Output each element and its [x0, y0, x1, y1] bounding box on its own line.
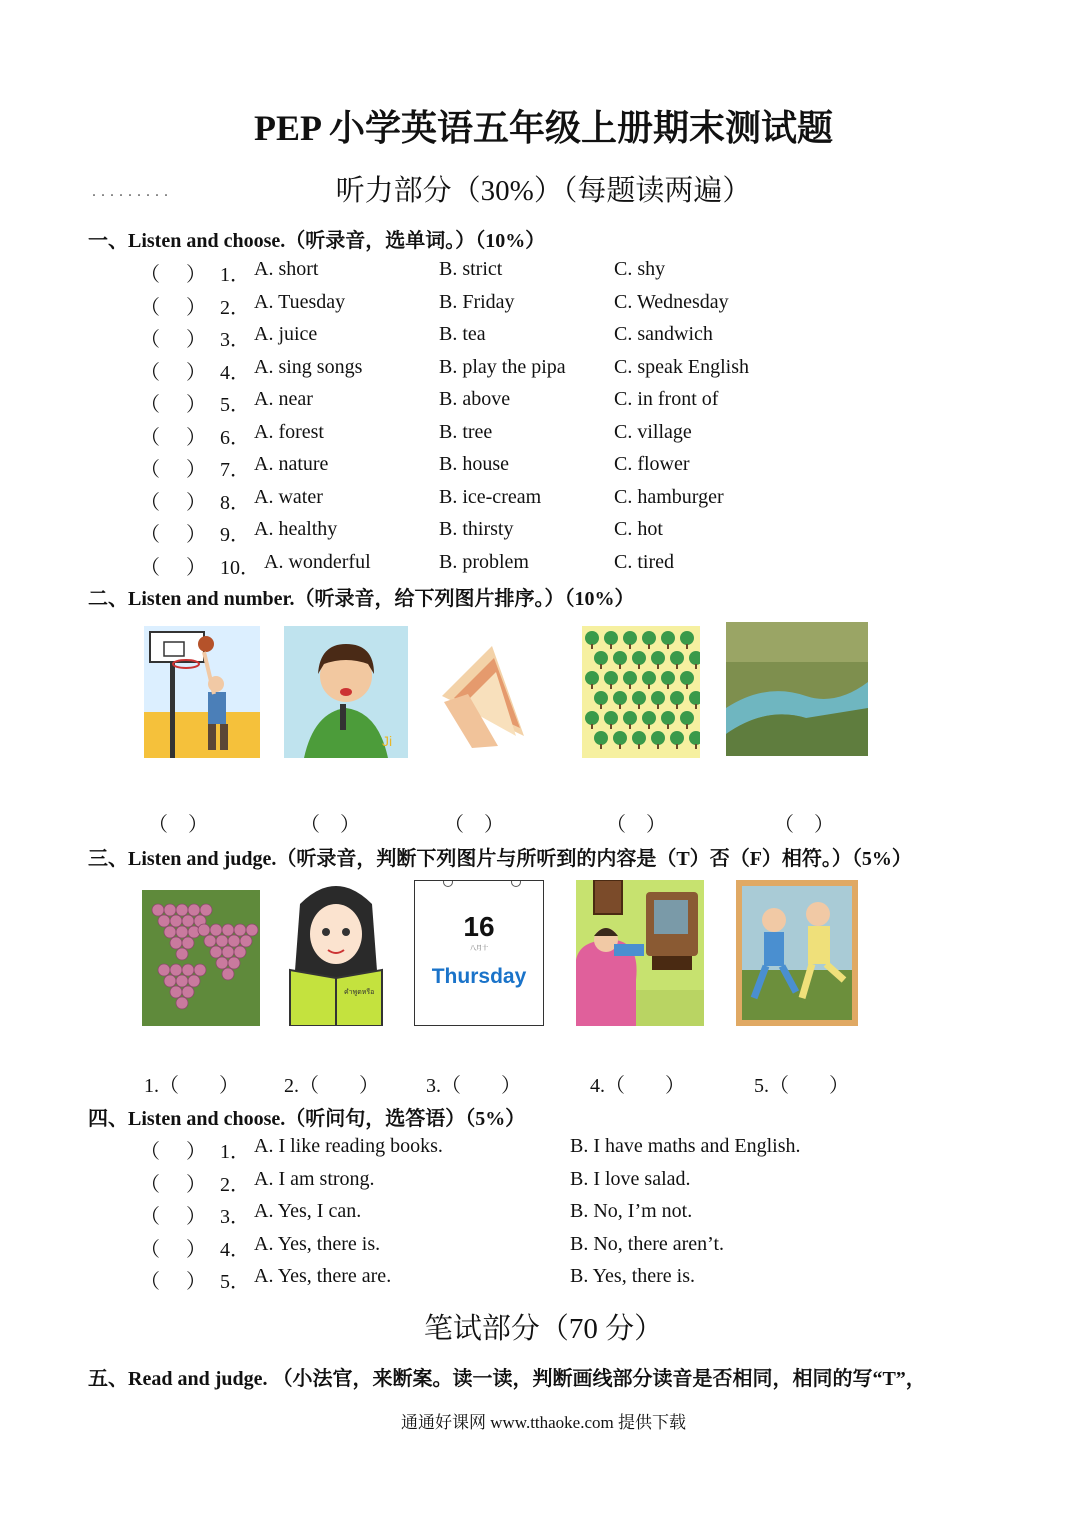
option-b: B. Yes, there is. — [570, 1265, 696, 1287]
section-1-title: 一、Listen and choose.（听录音，选单词。）（10%） — [88, 230, 546, 252]
answer-paren-left: （ — [140, 329, 160, 351]
answer-paren-right: ） — [186, 1238, 206, 1261]
answer-paren-left: （ — [140, 524, 160, 546]
option-c: C. village — [614, 420, 692, 443]
option-a: A. sing songs — [254, 355, 363, 378]
option-b: B. ice-cream — [439, 485, 542, 508]
answer-paren-right: ） — [186, 394, 206, 416]
item-number: 4． — [220, 361, 250, 384]
item-number: 2． — [220, 296, 250, 319]
number-blank[interactable]: （ ） — [774, 814, 834, 836]
option-b: B. thirsty — [439, 518, 514, 540]
option-b: B. tea — [439, 323, 486, 345]
option-c: C. flower — [614, 453, 690, 475]
answer-paren-left: （ — [140, 296, 160, 319]
answer-paren-left: （ — [140, 426, 160, 449]
answer-paren-right: ） — [186, 459, 206, 481]
option-b: B. I have maths and English. — [570, 1135, 801, 1157]
item-number: 1． — [220, 1141, 250, 1163]
calendar-weekday: Thursday — [431, 965, 527, 988]
option-b: B. I love salad. — [570, 1167, 691, 1190]
answer-paren-left: （ — [140, 1271, 160, 1293]
girl-reading-picture — [280, 874, 392, 1026]
section-2-title: 二、Listen and number.（听录音，给下列图片排序。）（10%） — [88, 588, 635, 610]
watching-tv-picture — [576, 880, 704, 1026]
sandwich-picture — [432, 636, 536, 754]
item-number: 8． — [220, 491, 250, 514]
answer-paren-right: ） — [186, 556, 206, 579]
answer-paren-right: ） — [186, 264, 206, 286]
answer-paren-left: （ — [140, 1206, 160, 1228]
footer-text: 通通好课网 www.tthaoke.com 提供下载 — [400, 1413, 687, 1432]
option-b: B. No, there aren’t. — [570, 1232, 725, 1255]
option-c: C. tired — [614, 550, 674, 573]
answer-paren-left: （ — [140, 361, 160, 384]
item-number: 5． — [220, 1271, 250, 1293]
listening-header: 听力部分（30%）（每题读两遍） — [335, 175, 752, 207]
judge-blank[interactable]: 3.（ ） — [426, 1075, 521, 1097]
answer-paren-right: ） — [186, 1173, 206, 1196]
ring-icon — [511, 880, 521, 887]
kungfu-picture — [736, 880, 858, 1026]
written-part-header: 笔试部分（70 分） — [423, 1313, 664, 1345]
answer-paren-left: （ — [140, 1141, 160, 1163]
option-a: A. Yes, I can. — [254, 1200, 362, 1222]
answer-paren-left: （ — [140, 556, 160, 579]
section-4-title: 四、Listen and choose.（听问句，选答语）（5%） — [88, 1108, 526, 1130]
item-number: 3． — [220, 1206, 250, 1228]
item-number: 6． — [220, 426, 250, 449]
item-number: 2． — [220, 1173, 250, 1196]
answer-paren-right: ） — [186, 426, 206, 449]
answer-paren-left: （ — [140, 264, 160, 286]
ring-icon — [443, 880, 453, 887]
judge-blank[interactable]: 5.（ ） — [754, 1075, 849, 1097]
option-c: C. hamburger — [614, 485, 724, 508]
option-c: C. in front of — [614, 388, 719, 410]
answer-paren-right: ） — [186, 1271, 206, 1293]
option-b: B. problem — [439, 550, 529, 573]
option-b: B. No, I’m not. — [570, 1200, 693, 1222]
number-blank[interactable]: （ ） — [300, 814, 360, 836]
singing-boy-picture — [284, 626, 408, 758]
dotted-leader: ......... — [92, 183, 173, 200]
item-number: 7． — [220, 459, 250, 481]
number-blank[interactable]: （ ） — [606, 814, 666, 836]
judge-blank[interactable]: 1.（ ） — [144, 1075, 239, 1097]
svg-text:Ji: Ji — [382, 733, 393, 749]
calendar-picture — [414, 880, 544, 1026]
judge-blank[interactable]: 2.（ ） — [284, 1075, 379, 1097]
option-a: A. Yes, there is. — [254, 1232, 381, 1255]
option-a: A. wonderful — [264, 550, 371, 573]
item-number: 10． — [220, 556, 260, 579]
river-picture — [726, 622, 868, 756]
option-c: C. hot — [614, 518, 663, 540]
item-number: 1． — [220, 264, 250, 286]
answer-paren-right: ） — [186, 329, 206, 351]
option-a: A. Yes, there are. — [254, 1265, 392, 1287]
option-c: C. speak English — [614, 355, 749, 378]
calendar-day: 16 — [463, 911, 495, 942]
answer-paren-right: ） — [186, 1206, 206, 1228]
section-5-title: 五、Read and judge. （小法官，来断案。读一读，判断画线部分读音是否相同，相同的写“T”， — [88, 1368, 926, 1390]
option-a: A. Tuesday — [254, 290, 346, 313]
answer-paren-left: （ — [140, 1238, 160, 1261]
item-number: 5． — [220, 394, 250, 416]
answer-paren-right: ） — [186, 361, 206, 384]
answer-paren-left: （ — [140, 394, 160, 416]
judge-blank[interactable]: 4.（ ） — [590, 1075, 685, 1097]
option-c: C. sandwich — [614, 323, 713, 345]
answer-paren-left: （ — [140, 459, 160, 481]
option-b: B. Friday — [439, 290, 515, 313]
option-a: A. forest — [254, 420, 324, 443]
page-title: PEP 小学英语五年级上册期末测试题 — [253, 108, 833, 148]
option-a: A. near — [254, 388, 313, 410]
option-c: C. Wednesday — [614, 290, 729, 313]
option-b: B. above — [439, 388, 511, 410]
basketball-picture — [144, 626, 260, 758]
answer-paren-left: （ — [140, 491, 160, 514]
option-b: B. tree — [439, 420, 493, 443]
answer-paren-right: ） — [186, 296, 206, 319]
number-blank[interactable]: （ ） — [148, 814, 208, 836]
section-3-title: 三、Listen and judge.（听录音，判断下列图片与所听到的内容是（T）否（F）相符。）（5%） — [88, 848, 912, 870]
option-a: A. juice — [254, 323, 318, 345]
option-a: A. water — [254, 485, 323, 508]
number-blank[interactable]: （ ） — [444, 814, 504, 836]
option-b: B. house — [439, 453, 509, 475]
option-a: A. short — [254, 258, 319, 280]
option-b: B. play the pipa — [439, 355, 566, 378]
item-number: 9． — [220, 524, 250, 546]
answer-paren-right: ） — [186, 1141, 206, 1163]
answer-paren-right: ） — [186, 491, 206, 514]
calendar-lunar: 八月十 — [469, 946, 488, 952]
option-a: A. I am strong. — [254, 1167, 375, 1190]
answer-paren-right: ） — [186, 524, 206, 546]
grapes-picture — [142, 890, 260, 1026]
forest-picture — [582, 626, 700, 758]
item-number: 4． — [220, 1238, 250, 1261]
option-a: A. nature — [254, 453, 329, 475]
option-a: A. I like reading books. — [254, 1135, 443, 1157]
item-number: 3． — [220, 329, 250, 351]
option-b: B. strict — [439, 258, 503, 280]
option-c: C. shy — [614, 258, 666, 280]
answer-paren-left: （ — [140, 1173, 160, 1196]
option-a: A. healthy — [254, 518, 338, 540]
book-cover-text: คำพูดหรือ — [344, 988, 375, 996]
